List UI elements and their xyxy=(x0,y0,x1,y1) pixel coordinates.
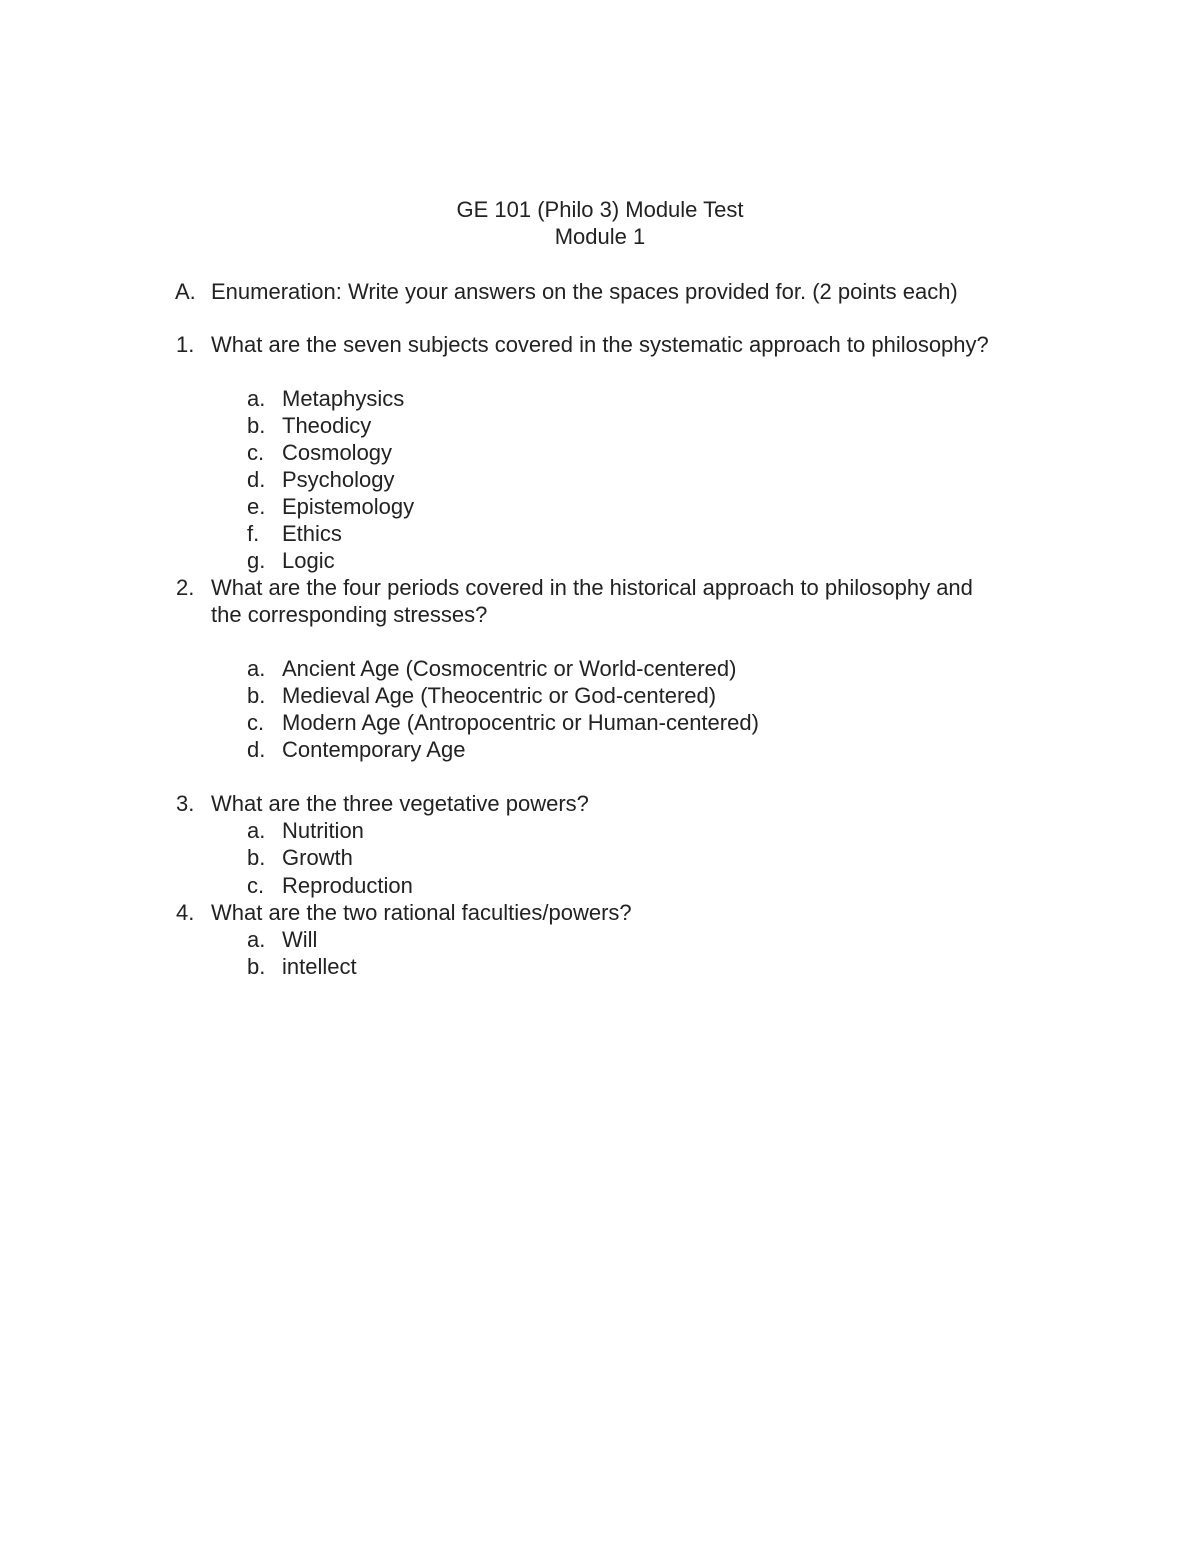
question-text-continued: the corresponding stresses? xyxy=(211,602,488,627)
answer-letter: b. xyxy=(247,413,266,438)
answer-letter: e. xyxy=(247,494,266,519)
answer-letter: d. xyxy=(247,737,266,762)
answer-text: Growth xyxy=(282,845,353,870)
answer-letter: b. xyxy=(247,845,266,870)
answer-text: Medieval Age (Theocentric or God-centered) xyxy=(282,683,717,708)
answer-letter: b. xyxy=(247,954,266,979)
answer-text: Ethics xyxy=(282,521,342,546)
answer-text: Nutrition xyxy=(282,818,364,843)
answer-letter: a. xyxy=(247,386,266,411)
answer-text: Metaphysics xyxy=(282,386,405,411)
question-number: 4. xyxy=(176,900,195,925)
section-instruction-text: Enumeration: Write your answers on the spaces provided for. (2 points each) xyxy=(211,279,958,304)
answer-text: intellect xyxy=(282,954,357,979)
question-text: What are the seven subjects covered in the systematic approach to philosophy? xyxy=(211,332,989,357)
question-text: What are the three vegetative powers? xyxy=(211,791,589,816)
answer-letter: b. xyxy=(247,683,266,708)
question-number: 3. xyxy=(176,791,195,816)
document-subtitle: Module 1 xyxy=(554,224,646,249)
answer-letter: c. xyxy=(247,873,265,898)
answer-text: Contemporary Age xyxy=(282,737,466,762)
question-number: 1. xyxy=(176,332,195,357)
answer-text: Will xyxy=(282,927,318,952)
answer-text: Reproduction xyxy=(282,873,413,898)
answer-letter: a. xyxy=(247,927,266,952)
answer-text: Cosmology xyxy=(282,440,393,465)
answer-text: Theodicy xyxy=(282,413,372,438)
answer-text: Logic xyxy=(282,548,335,573)
question-text: What are the four periods covered in the historical approach to philosophy and xyxy=(211,575,973,600)
answer-letter: a. xyxy=(247,818,266,843)
answer-text: Modern Age (Antropocentric or Human-centered) xyxy=(282,710,759,735)
answer-letter: g. xyxy=(247,548,266,573)
answer-letter: a. xyxy=(247,656,266,681)
section-marker: A. xyxy=(175,279,196,304)
answer-text: Ancient Age (Cosmocentric or World-centered) xyxy=(282,656,737,681)
answer-letter: c. xyxy=(247,440,265,465)
answer-letter: d. xyxy=(247,467,266,492)
document-title: GE 101 (Philo 3) Module Test xyxy=(456,197,744,222)
answer-letter: f. xyxy=(247,521,260,546)
question-text: What are the two rational faculties/powers? xyxy=(211,900,632,925)
answer-text: Psychology xyxy=(282,467,395,492)
answer-text: Epistemology xyxy=(282,494,415,519)
question-number: 2. xyxy=(176,575,195,600)
answer-letter: c. xyxy=(247,710,265,735)
